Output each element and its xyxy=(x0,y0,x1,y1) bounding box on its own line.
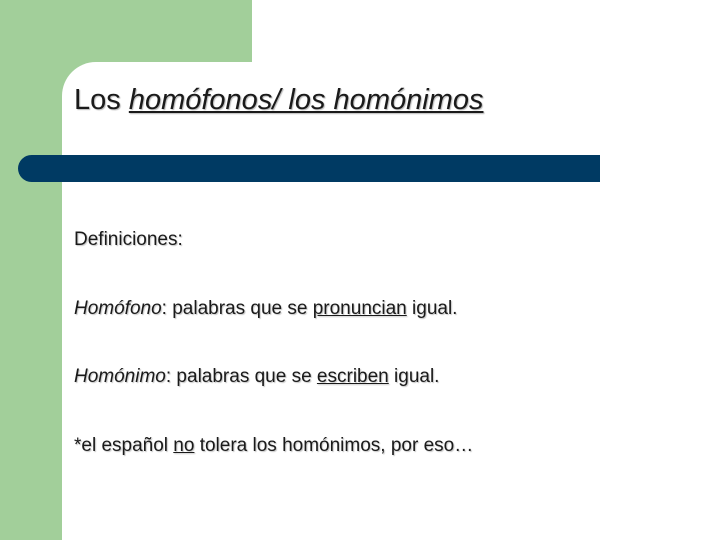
homonimo-text-after: igual. xyxy=(388,366,440,387)
slide-title xyxy=(74,84,483,117)
homofono-text-after: igual. xyxy=(406,298,458,319)
homofono-text-before: : palabras que se xyxy=(161,298,313,319)
homonimo-keyword: escriben xyxy=(316,366,389,387)
definitions-heading: Definiciones: xyxy=(74,229,183,250)
note-text-before: *el español xyxy=(74,435,174,456)
note-text-after: tolera los homónimos, por eso… xyxy=(194,435,474,456)
definition-homonimo xyxy=(74,366,439,388)
title-emphasis: homófonos/ los homónimos xyxy=(128,84,484,116)
term-homonimo: Homónimo xyxy=(74,366,166,387)
definition-homofono xyxy=(74,298,457,320)
title-plain: Los xyxy=(74,84,129,116)
homonimo-text-before: : palabras que se xyxy=(165,366,317,387)
homofono-keyword: pronuncian xyxy=(312,298,407,319)
note-keyword: no xyxy=(173,435,195,456)
term-homofono: Homófono xyxy=(74,298,162,319)
title-divider-bar xyxy=(18,155,600,182)
note-line xyxy=(74,435,473,457)
